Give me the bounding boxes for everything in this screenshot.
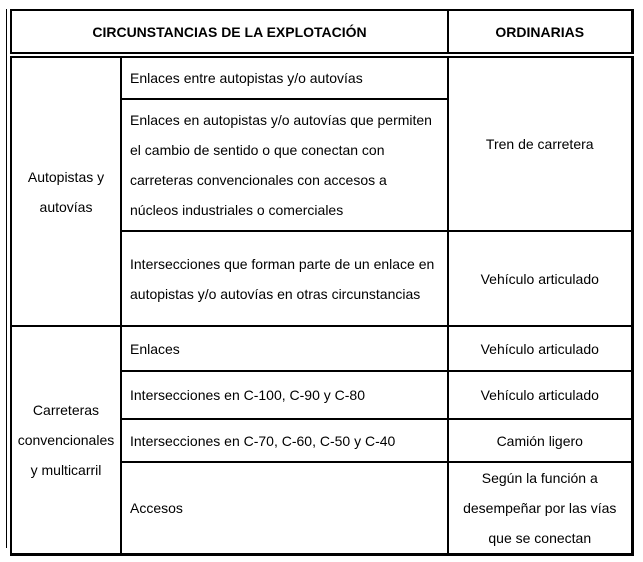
cell-circumstance-intersecciones-c70: Intersecciones en C-70, C-60, C-50 y C-40 [121,419,448,462]
cell-circumstance-enlaces: Enlaces [121,326,448,371]
cell-circumstance-enlaces-cambio-sentido: Enlaces en autopistas y/o autovías que permiten el cambio de sentido o que conectan con carreteras convencionales con accesos a núcleos industriales o comerciales [121,99,448,231]
table-row [11,326,632,371]
cell-circumstance-accesos: Accesos [121,462,448,555]
cell-ordinary-vehiculo-articulado-2: Vehículo articulado [448,326,632,371]
header-cell-circunstancias: CIRCUNSTANCIAS DE LA EXPLOTACIÓN [11,10,448,55]
cell-ordinary-vehiculo-articulado-1: Vehículo articulado [448,231,632,326]
left-edge-rule [6,9,7,548]
cell-ordinary-segun-funcion: Según la función a desempeñar por las vías que se conectan [448,462,632,555]
cell-circumstance-intersecciones-enlace: Intersecciones que forman parte de un enlace en autopistas y/o autovías en otras circunstancias [121,231,448,326]
cell-circumstance-intersecciones-c100: Intersecciones en C-100, C-90 y C-80 [121,371,448,419]
road-circumstances-table [10,9,634,556]
road-circumstances-table-wrap [10,9,634,556]
group-label-autopistas: Autopistas y autovías [11,55,121,326]
table-row [11,55,632,99]
header-cell-ordinarias: ORDINARIAS [448,10,632,55]
header-row [11,10,632,55]
cell-ordinary-vehiculo-articulado-3: Vehículo articulado [448,371,632,419]
cell-circumstance-enlaces-entre-autopistas: Enlaces entre autopistas y/o autovías [121,55,448,99]
cell-ordinary-camion-ligero: Camión ligero [448,419,632,462]
group-label-carreteras-convencionales: Carreteras convencionales y multicarril [11,326,121,555]
cell-ordinary-tren-de-carretera: Tren de carretera [448,55,632,231]
